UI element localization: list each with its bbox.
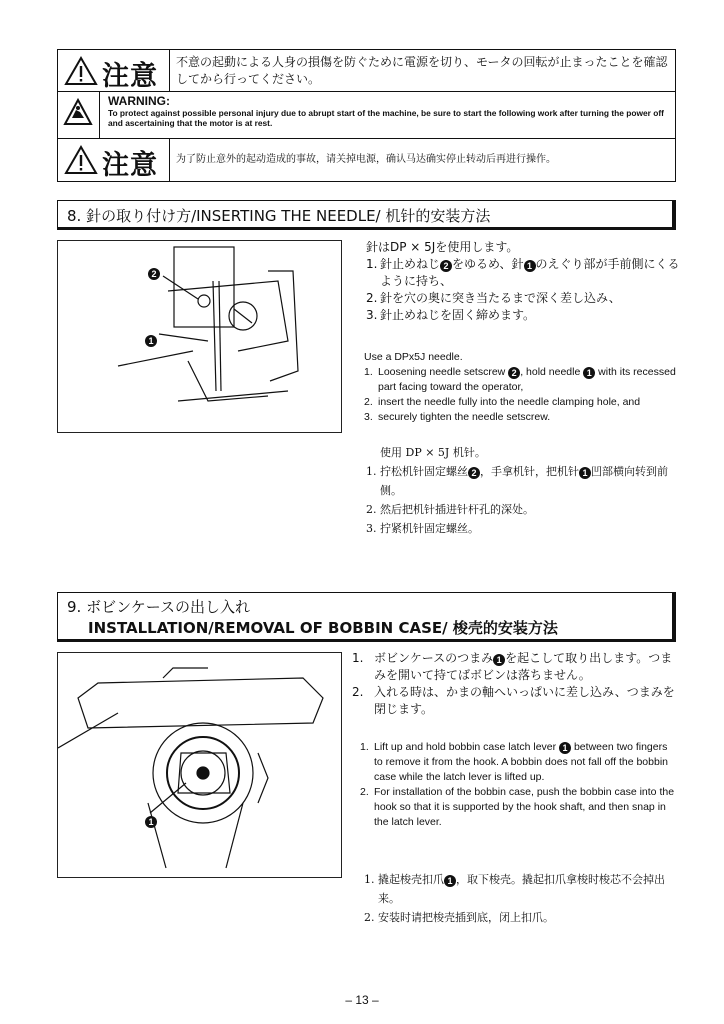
needle-figure (57, 240, 342, 433)
list-item: 1. Loosening needle setscrew 2 , hold needle 1 with its recessed part facing toward the operator, (364, 366, 676, 393)
warning-en-row (58, 92, 675, 139)
section9-title-line2: INSTALLATION/REMOVAL OF BOBBIN CASE/ 梭壳的安装方法 (88, 619, 558, 637)
list-item: 3. 針止めねじを固く締めます。 (366, 308, 536, 322)
section9-jp-block (352, 650, 676, 718)
list-item: 2. 安装时请把梭壳插到底，闭上扣爪。 (364, 911, 554, 924)
caution-jp-icon-cell (58, 50, 170, 91)
caution-word-zh: 注意 (102, 150, 158, 181)
callout-1-icon: 1 (145, 335, 157, 347)
callout-1-icon: 1 (444, 875, 456, 887)
list-item: 2. For installation of the bobbin case, push the bobbin case into the hook so that it is supported by the hook shaft, and then snap in the latch lever. (360, 786, 675, 828)
list-item: 1. Lift up and hold bobbin case latch lever 1 between two fingers to remove it from the hook. A bobbin does not fall off the bobbin case while the latch lever is lifted up. (360, 741, 668, 783)
section8-en-block (364, 350, 682, 425)
callout-1-icon: 1 (524, 260, 536, 272)
list-item: 2. 針を穴の奥に突き当たるまで深く差し込み、 (366, 291, 621, 305)
section8-title: 8. 針の取り付け方/INSERTING THE NEEDLE/ 机针的安装方法 (67, 207, 491, 225)
warning-triangle-icon (64, 56, 98, 86)
hand-hazard-icon (63, 98, 93, 132)
callout-2-icon: 2 (508, 367, 520, 379)
callout-2-icon: 2 (440, 260, 452, 272)
caution-word-jp: 注意 (102, 61, 158, 92)
list-item: 3. securely tighten the needle setscrew. (364, 411, 551, 423)
section8-header (57, 200, 676, 230)
warning-triangle-icon (64, 145, 98, 175)
list-item: 1. 撬起梭壳扣爪 1 ，取下梭壳。撬起扣爪拿梭时梭芯不会掉出来。 (364, 873, 665, 905)
page-number: – 13 – (345, 993, 379, 1007)
list-item: 1. 針止めねじ 2 をゆるめ、針 1 のえぐり部が手前側にくるように持ち、 (366, 257, 680, 288)
caution-jp-row (58, 50, 675, 92)
callout-2-icon: 2 (468, 467, 480, 479)
section9-title-line1: 9. ボビンケースの出し入れ (67, 598, 251, 616)
callout-1-icon: 1 (145, 816, 157, 828)
list-item: 3. 拧紧机针固定螺丝。 (366, 522, 479, 535)
section8-jp-block (366, 239, 686, 324)
caution-box (57, 49, 676, 182)
section9-en-block (360, 740, 678, 830)
section8-jp-intro: 針はDP × 5Jを使用します。 (366, 240, 519, 254)
warning-text: To protect against possible personal injury due to abrupt start of the machine, be sure to start the following work after turning the power off and ascertaining that the motor is at rest. (108, 108, 664, 128)
callout-1-icon: 1 (559, 742, 571, 754)
needle-illustration (58, 241, 341, 432)
warning-title: WARNING: (108, 94, 170, 108)
list-item: 1. ボビンケースのつまみ 1 を起こして取り出します。つまみを開いて持てばボビンは落ちません。 (352, 651, 673, 682)
section9-header (57, 592, 676, 642)
list-item: 1. 拧松机针固定螺丝 2 ，手拿机针，把机针 1 凹部横向转到前侧。 (366, 465, 668, 497)
bobbin-case-illustration (58, 653, 341, 877)
callout-1-icon: 1 (493, 654, 505, 666)
caution-zh-icon-cell (58, 139, 170, 181)
list-item: 2. insert the needle fully into the needle clamping hole, and (364, 396, 641, 408)
warning-en-text-block (108, 94, 673, 128)
section8-zh-block (366, 443, 676, 538)
caution-zh-text: 为了防止意外的起动造成的事故，请关掉电源，确认马达确实停止转动后再进行操作。 (176, 154, 556, 165)
bobbin-case-figure (57, 652, 342, 878)
caution-zh-row (58, 139, 675, 181)
callout-2-icon: 2 (148, 268, 160, 280)
warning-en-icon-cell (58, 92, 100, 138)
caution-jp-text: 不意の起動による人身の損傷を防ぐために電源を切り、モータの回転が止まったことを確認してから行ってください。 (176, 55, 668, 86)
section9-zh-block (364, 870, 676, 927)
callout-1-icon: 1 (579, 467, 591, 479)
list-item: 2. 然后把机针插进针杆孔的深处。 (366, 503, 534, 516)
list-item: 2. 入れる時は、かまの軸へいっぱいに差し込み、つまみを閉じます。 (352, 685, 675, 716)
section8-zh-intro: 使用 DP × 5J 机针。 (380, 446, 486, 459)
callout-1-icon: 1 (583, 367, 595, 379)
section8-en-intro: Use a DPx5J needle. (364, 351, 463, 363)
